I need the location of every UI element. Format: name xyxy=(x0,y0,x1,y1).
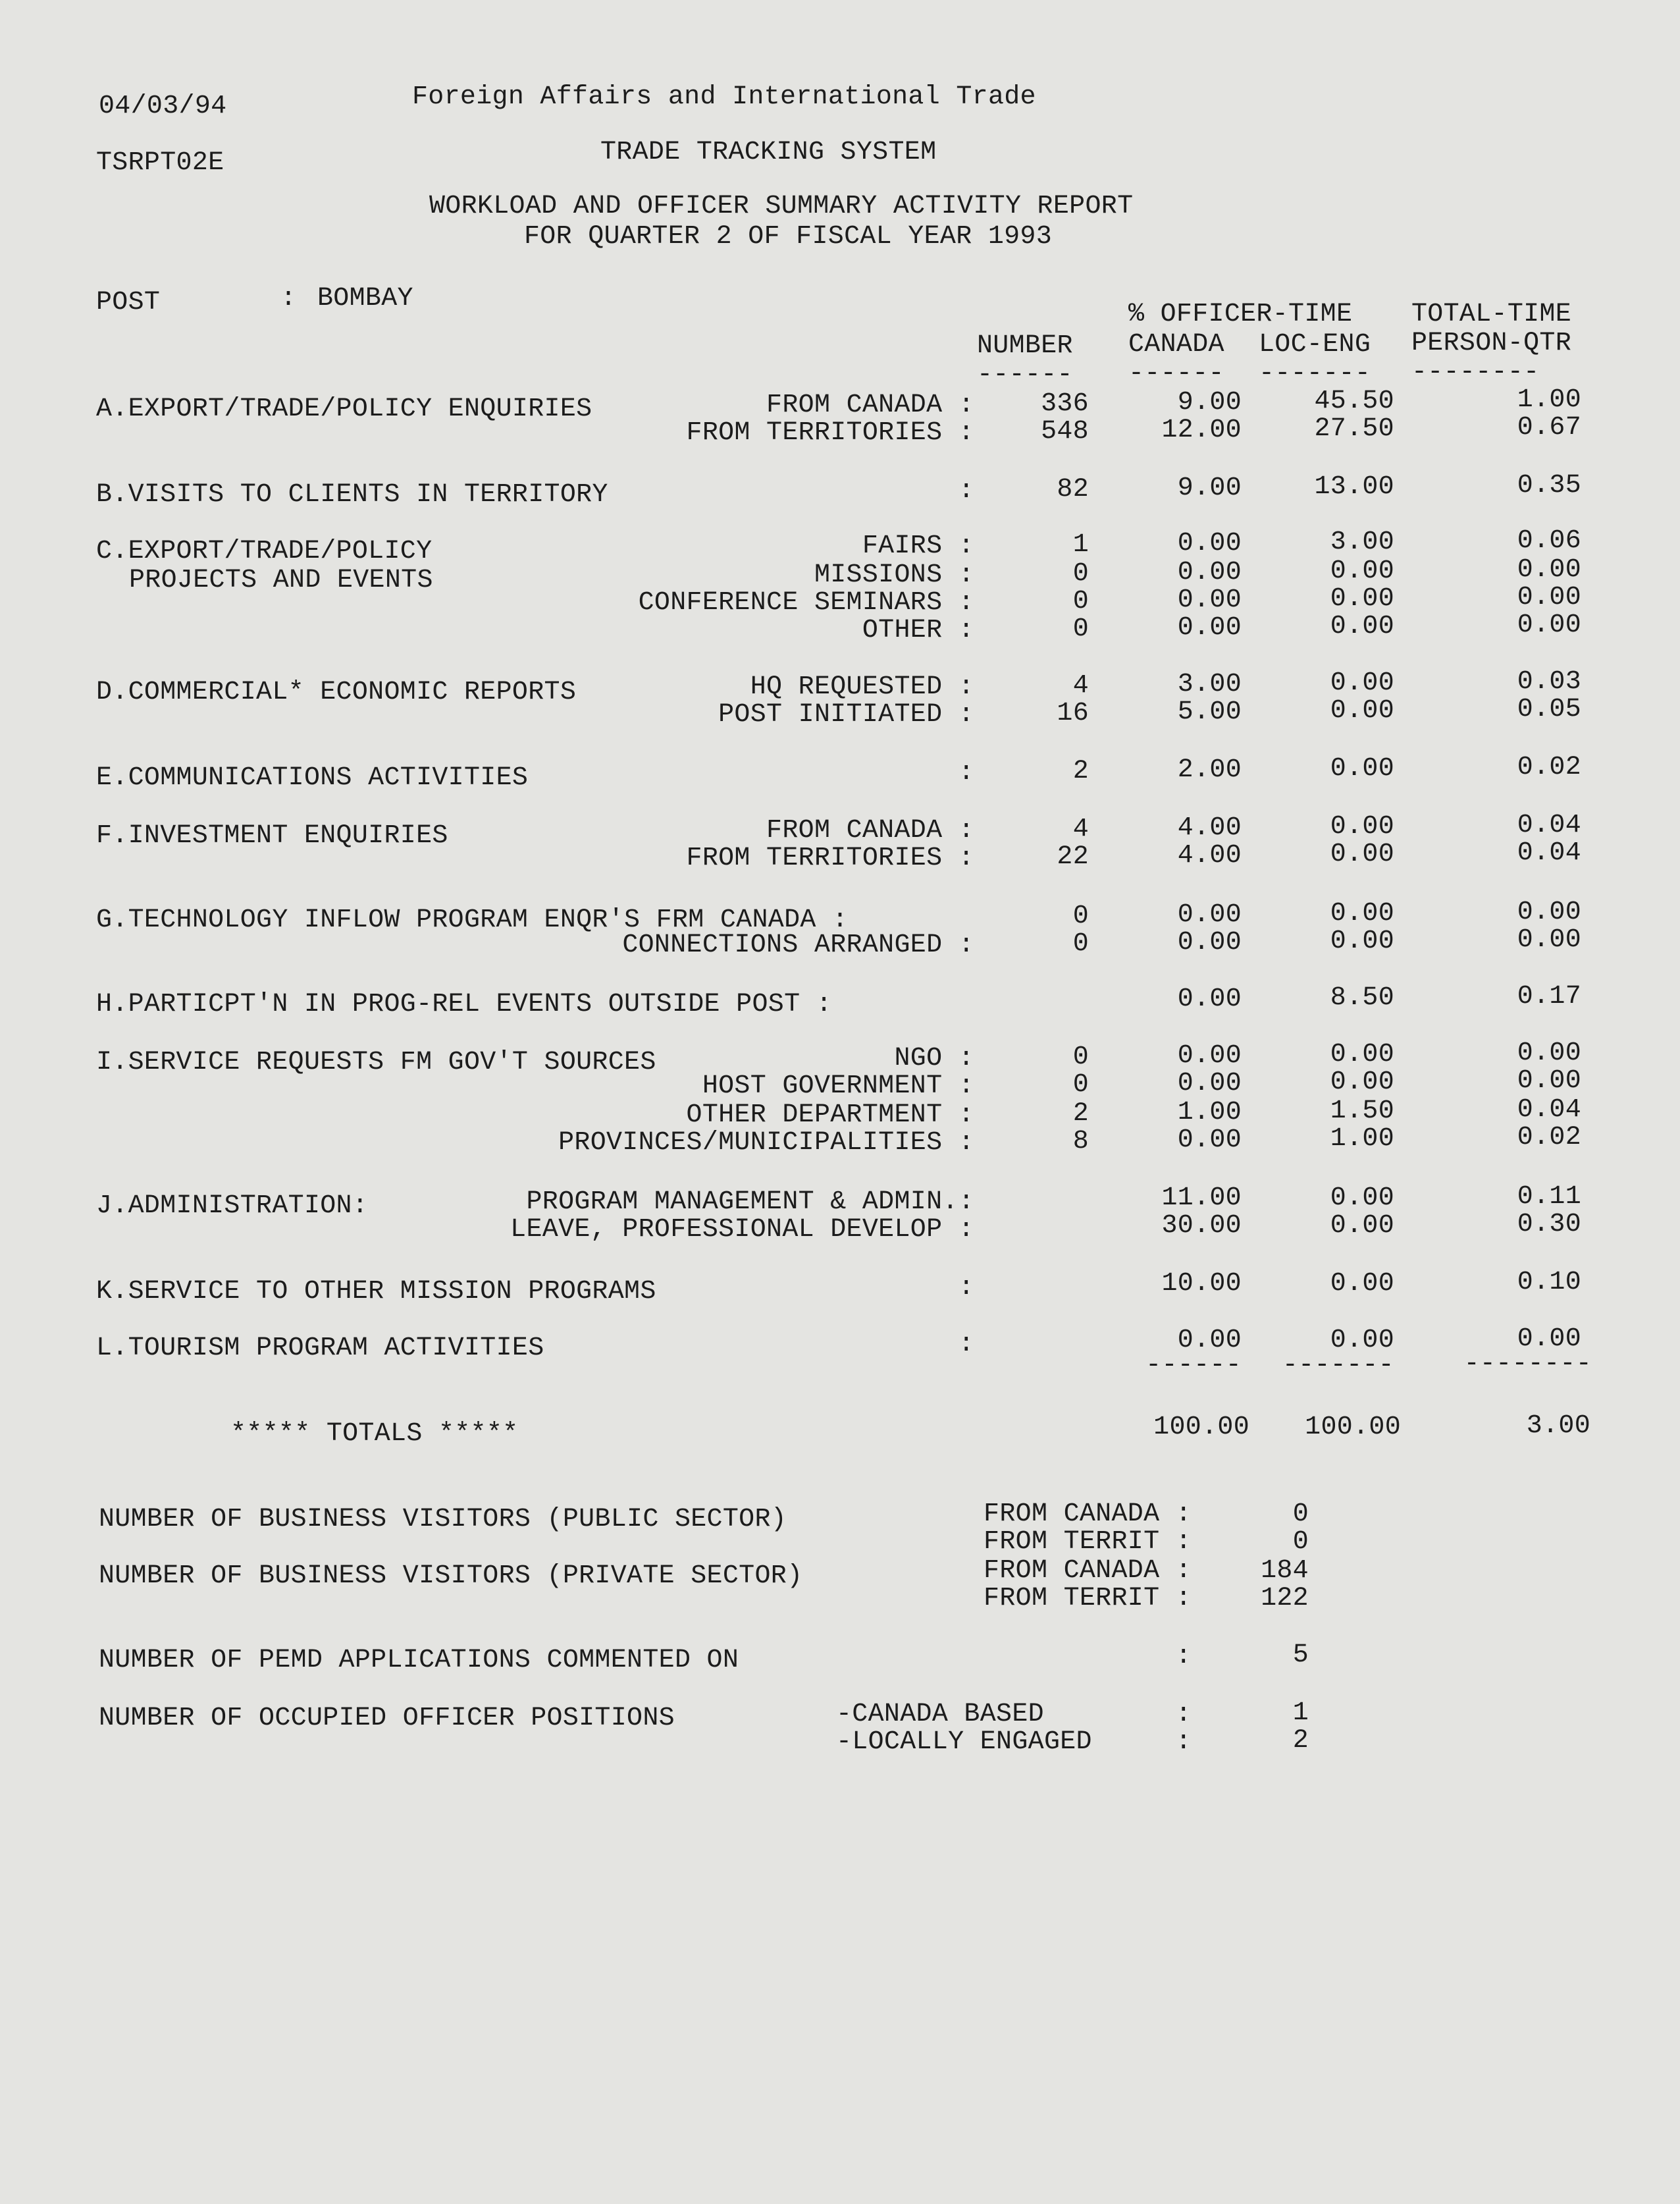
section-f-row-loceng: 0.00 xyxy=(1330,840,1394,869)
section-c-row-pq: 0.00 xyxy=(1517,555,1581,585)
section-f-row-label: FROM CANADA : xyxy=(766,816,974,846)
section-i-title: I.SERVICE REQUESTS FM GOV'T SOURCES xyxy=(96,1048,656,1077)
section-k-title: K.SERVICE TO OTHER MISSION PROGRAMS xyxy=(96,1277,656,1306)
section-c-row-canada: 0.00 xyxy=(1177,613,1242,643)
section-i-row-pq: 0.02 xyxy=(1517,1123,1581,1152)
section-j-row-loceng: 0.00 xyxy=(1330,1211,1394,1241)
section-c-row-pq: 0.00 xyxy=(1517,610,1581,640)
section-c-row-label: CONFERENCE SEMINARS : xyxy=(638,588,974,618)
section-c-row-canada: 0.00 xyxy=(1177,558,1242,587)
section-a-row-loceng: 27.50 xyxy=(1314,414,1394,444)
positions-canada-value: 1 xyxy=(1292,1698,1309,1728)
report-id: TSRPT02E xyxy=(96,148,224,178)
section-a-row-canada: 12.00 xyxy=(1161,416,1242,445)
section-f-row-pq: 0.04 xyxy=(1517,811,1581,840)
positions-local-label: -LOCALLY ENGAGED xyxy=(836,1727,1092,1757)
header-total-time: TOTAL-TIME xyxy=(1411,300,1572,329)
totals-label: ***** TOTALS ***** xyxy=(230,1419,519,1449)
section-f-row-number: 4 xyxy=(1072,815,1089,844)
section-f-row-label: FROM TERRITORIES : xyxy=(686,844,974,873)
section-j-row-loceng: 0.00 xyxy=(1330,1183,1394,1213)
section-j-row-label: LEAVE, PROFESSIONAL DEVELOP : xyxy=(510,1215,974,1245)
section-c-row-number: 0 xyxy=(1072,587,1089,616)
section-c-row-loceng: 0.00 xyxy=(1330,584,1394,614)
post-separator: : xyxy=(280,284,297,313)
section-h-title: H.PARTICPT'N IN PROG-REL EVENTS OUTSIDE POST : xyxy=(96,990,832,1019)
section-i-row-number: 2 xyxy=(1072,1099,1089,1129)
section-a-row-number: 548 xyxy=(1041,417,1089,446)
department-name: Foreign Affairs and International Trade xyxy=(412,82,1036,112)
totals-loceng: 100.00 xyxy=(1305,1412,1401,1442)
section-l-row-pq: 0.00 xyxy=(1517,1324,1581,1354)
header-rule-person-qtr: -------- xyxy=(1411,358,1540,387)
section-i-row-pq: 0.00 xyxy=(1517,1066,1581,1096)
visitors-private-label: NUMBER OF BUSINESS VISITORS (PRIVATE SECTOR) xyxy=(99,1561,803,1591)
section-l-title: L.TOURISM PROGRAM ACTIVITIES xyxy=(96,1333,544,1363)
section-e-title: E.COMMUNICATIONS ACTIVITIES xyxy=(96,763,529,793)
section-e-row-number: 2 xyxy=(1072,757,1089,786)
post-value: BOMBAY xyxy=(317,284,413,313)
section-c-row-label: FAIRS : xyxy=(862,531,974,561)
section-j-row-pq: 0.11 xyxy=(1517,1182,1581,1212)
post-label: POST xyxy=(96,288,161,317)
section-l-row-loceng: 0.00 xyxy=(1330,1326,1394,1355)
section-a-row-pq: 0.67 xyxy=(1517,413,1581,443)
section-i-row-label: HOST GOVERNMENT : xyxy=(702,1071,974,1101)
section-b-row-loceng: 13.00 xyxy=(1314,472,1394,502)
totals-rule-pq: -------- xyxy=(1463,1349,1592,1379)
section-e-row-label: : xyxy=(958,758,974,788)
section-d-row-canada: 3.00 xyxy=(1177,670,1242,699)
section-a-row-label: FROM TERRITORIES : xyxy=(686,418,974,448)
positions-label: NUMBER OF OCCUPIED OFFICER POSITIONS xyxy=(99,1704,675,1733)
section-a-row-pq: 1.00 xyxy=(1517,385,1581,415)
section-g-row-number: 0 xyxy=(1072,901,1089,931)
section-k-row-canada: 10.00 xyxy=(1161,1269,1242,1299)
section-a-row-loceng: 45.50 xyxy=(1314,387,1394,416)
section-e-row-loceng: 0.00 xyxy=(1330,754,1394,784)
totals-rule-canada: ------ xyxy=(1145,1351,1242,1380)
section-f-title: F.INVESTMENT ENQUIRIES xyxy=(96,821,448,851)
section-k-row-label: : xyxy=(958,1273,974,1303)
section-g-row-pq: 0.00 xyxy=(1517,925,1581,955)
section-d-row-loceng: 0.00 xyxy=(1330,696,1394,726)
report-title-line2: FOR QUARTER 2 OF FISCAL YEAR 1993 xyxy=(524,222,1053,252)
section-i-row-canada: 0.00 xyxy=(1177,1069,1242,1098)
section-c-row-label: OTHER : xyxy=(862,616,974,645)
section-c-row-loceng: 0.00 xyxy=(1330,612,1394,641)
section-i-row-loceng: 1.00 xyxy=(1330,1124,1394,1154)
positions-local-value: 2 xyxy=(1292,1726,1309,1756)
section-g-row-canada: 0.00 xyxy=(1177,928,1242,957)
section-l-row-label: : xyxy=(958,1330,974,1359)
section-c-row-number: 0 xyxy=(1072,614,1089,644)
visitors-private-territ-value: 122 xyxy=(1261,1584,1309,1613)
section-g-row-canada: 0.00 xyxy=(1177,900,1242,930)
section-c-row-loceng: 3.00 xyxy=(1330,527,1394,557)
section-f-row-canada: 4.00 xyxy=(1177,813,1242,843)
section-a-title: A.EXPORT/TRADE/POLICY ENQUIRIES xyxy=(96,394,592,424)
positions-local-separator: : xyxy=(1175,1727,1192,1757)
section-i-row-canada: 0.00 xyxy=(1177,1041,1242,1071)
section-c-row-number: 1 xyxy=(1072,530,1089,560)
header-rule-number: ------ xyxy=(977,360,1073,390)
totals-rule-loceng: ------- xyxy=(1282,1351,1394,1380)
section-b-row-pq: 0.35 xyxy=(1517,471,1581,500)
header-rule-canada: ------ xyxy=(1128,359,1224,389)
pemd-separator: : xyxy=(1175,1642,1192,1671)
section-c-row-pq: 0.06 xyxy=(1517,526,1581,556)
report-title-line1: WORKLOAD AND OFFICER SUMMARY ACTIVITY REPORT xyxy=(429,192,1134,221)
section-i-row-loceng: 0.00 xyxy=(1330,1067,1394,1097)
section-g-title: G.TECHNOLOGY INFLOW PROGRAM ENQR'S FRM CANADA : xyxy=(96,905,849,935)
section-c-row-loceng: 0.00 xyxy=(1330,556,1394,586)
visitors-public-territ-value: 0 xyxy=(1292,1527,1309,1557)
section-g-row-loceng: 0.00 xyxy=(1330,927,1394,956)
section-e-row-pq: 0.02 xyxy=(1517,753,1581,782)
report-date: 04/03/94 xyxy=(99,92,227,121)
section-c-row-label: MISSIONS : xyxy=(814,560,974,590)
section-j-row-canada: 11.00 xyxy=(1161,1183,1242,1213)
section-d-row-pq: 0.03 xyxy=(1517,667,1581,697)
section-b-row-label: : xyxy=(958,476,974,506)
section-i-row-pq: 0.04 xyxy=(1517,1095,1581,1125)
totals-pq: 3.00 xyxy=(1526,1411,1590,1441)
section-f-row-number: 22 xyxy=(1057,842,1089,872)
section-i-row-loceng: 1.50 xyxy=(1330,1096,1394,1126)
visitors-private-canada-value: 184 xyxy=(1261,1556,1309,1586)
section-c-row-canada: 0.00 xyxy=(1177,585,1242,615)
visitors-public-label: NUMBER OF BUSINESS VISITORS (PUBLIC SECTOR) xyxy=(99,1505,787,1534)
section-i-row-label: PROVINCES/MUNICIPALITIES : xyxy=(558,1128,974,1158)
visitors-public-territ-label: FROM TERRIT : xyxy=(984,1527,1192,1557)
section-d-row-pq: 0.05 xyxy=(1517,695,1581,724)
visitors-private-canada-label: FROM CANADA : xyxy=(984,1556,1192,1586)
section-g-row-loceng: 0.00 xyxy=(1330,899,1394,928)
section-i-row-label: OTHER DEPARTMENT : xyxy=(686,1100,974,1130)
section-k-row-pq: 0.10 xyxy=(1517,1268,1581,1297)
section-g-row-pq: 0.00 xyxy=(1517,898,1581,927)
section-k-row-loceng: 0.00 xyxy=(1330,1269,1394,1299)
section-a-row-label: FROM CANADA : xyxy=(766,390,974,420)
section-i-row-loceng: 0.00 xyxy=(1330,1040,1394,1069)
section-f-row-pq: 0.04 xyxy=(1517,838,1581,868)
section-c-title: C.EXPORT/TRADE/POLICY xyxy=(96,537,433,566)
section-e-row-canada: 2.00 xyxy=(1177,755,1242,785)
section-c-title-2: PROJECTS AND EVENTS xyxy=(129,566,433,595)
section-c-row-number: 0 xyxy=(1072,559,1089,589)
section-g-row-label: CONNECTIONS ARRANGED : xyxy=(622,930,974,960)
section-d-title: D.COMMERCIAL* ECONOMIC REPORTS xyxy=(96,678,577,707)
section-i-row-label: NGO : xyxy=(894,1044,974,1073)
section-a-row-number: 336 xyxy=(1041,389,1089,419)
positions-canada-label: -CANADA BASED xyxy=(836,1700,1044,1729)
section-d-row-label: HQ REQUESTED : xyxy=(750,672,974,702)
section-f-row-loceng: 0.00 xyxy=(1330,812,1394,842)
section-a-row-canada: 9.00 xyxy=(1177,388,1242,417)
section-i-row-number: 0 xyxy=(1072,1042,1089,1072)
section-d-row-number: 16 xyxy=(1057,699,1089,728)
pemd-label: NUMBER OF PEMD APPLICATIONS COMMENTED ON xyxy=(99,1646,739,1675)
header-number: NUMBER xyxy=(977,331,1073,361)
header-pct-officer-time: % OFFICER-TIME xyxy=(1128,300,1353,329)
positions-canada-separator: : xyxy=(1175,1700,1192,1729)
totals-canada: 100.00 xyxy=(1153,1412,1249,1442)
visitors-public-canada-label: FROM CANADA : xyxy=(984,1499,1192,1529)
section-h-row-loceng: 8.50 xyxy=(1330,983,1394,1013)
system-name: TRADE TRACKING SYSTEM xyxy=(600,138,937,167)
section-d-row-number: 4 xyxy=(1072,671,1089,701)
section-i-row-canada: 1.00 xyxy=(1177,1098,1242,1127)
section-d-row-loceng: 0.00 xyxy=(1330,668,1394,698)
section-c-row-pq: 0.00 xyxy=(1517,583,1581,612)
section-j-row-pq: 0.30 xyxy=(1517,1210,1581,1239)
header-rule-loc-eng: ------- xyxy=(1259,359,1371,389)
section-d-row-label: POST INITIATED : xyxy=(718,700,974,730)
section-f-row-canada: 4.00 xyxy=(1177,841,1242,871)
section-i-row-number: 0 xyxy=(1072,1070,1089,1100)
section-i-row-number: 8 xyxy=(1072,1127,1089,1156)
section-i-row-canada: 0.00 xyxy=(1177,1125,1242,1155)
visitors-public-canada-value: 0 xyxy=(1292,1499,1309,1529)
section-l-row-canada: 0.00 xyxy=(1177,1326,1242,1355)
section-h-row-canada: 0.00 xyxy=(1177,984,1242,1014)
section-b-row-canada: 9.00 xyxy=(1177,473,1242,503)
visitors-private-territ-label: FROM TERRIT : xyxy=(984,1584,1192,1613)
section-h-row-pq: 0.17 xyxy=(1517,982,1581,1011)
header-person-qtr: PERSON-QTR xyxy=(1411,329,1572,358)
section-j-title: J.ADMINISTRATION: xyxy=(96,1191,369,1221)
section-c-row-canada: 0.00 xyxy=(1177,529,1242,558)
section-g-row-number: 0 xyxy=(1072,929,1089,959)
header-loc-eng: LOC-ENG xyxy=(1259,330,1371,360)
section-b-title: B.VISITS TO CLIENTS IN TERRITORY xyxy=(96,480,608,510)
section-i-row-pq: 0.00 xyxy=(1517,1038,1581,1068)
section-j-row-label: PROGRAM MANAGEMENT & ADMIN.: xyxy=(526,1187,974,1217)
header-canada: CANADA xyxy=(1128,330,1224,360)
pemd-value: 5 xyxy=(1292,1640,1309,1670)
section-j-row-canada: 30.00 xyxy=(1161,1211,1242,1241)
section-b-row-number: 82 xyxy=(1057,475,1089,504)
section-d-row-canada: 5.00 xyxy=(1177,697,1242,727)
